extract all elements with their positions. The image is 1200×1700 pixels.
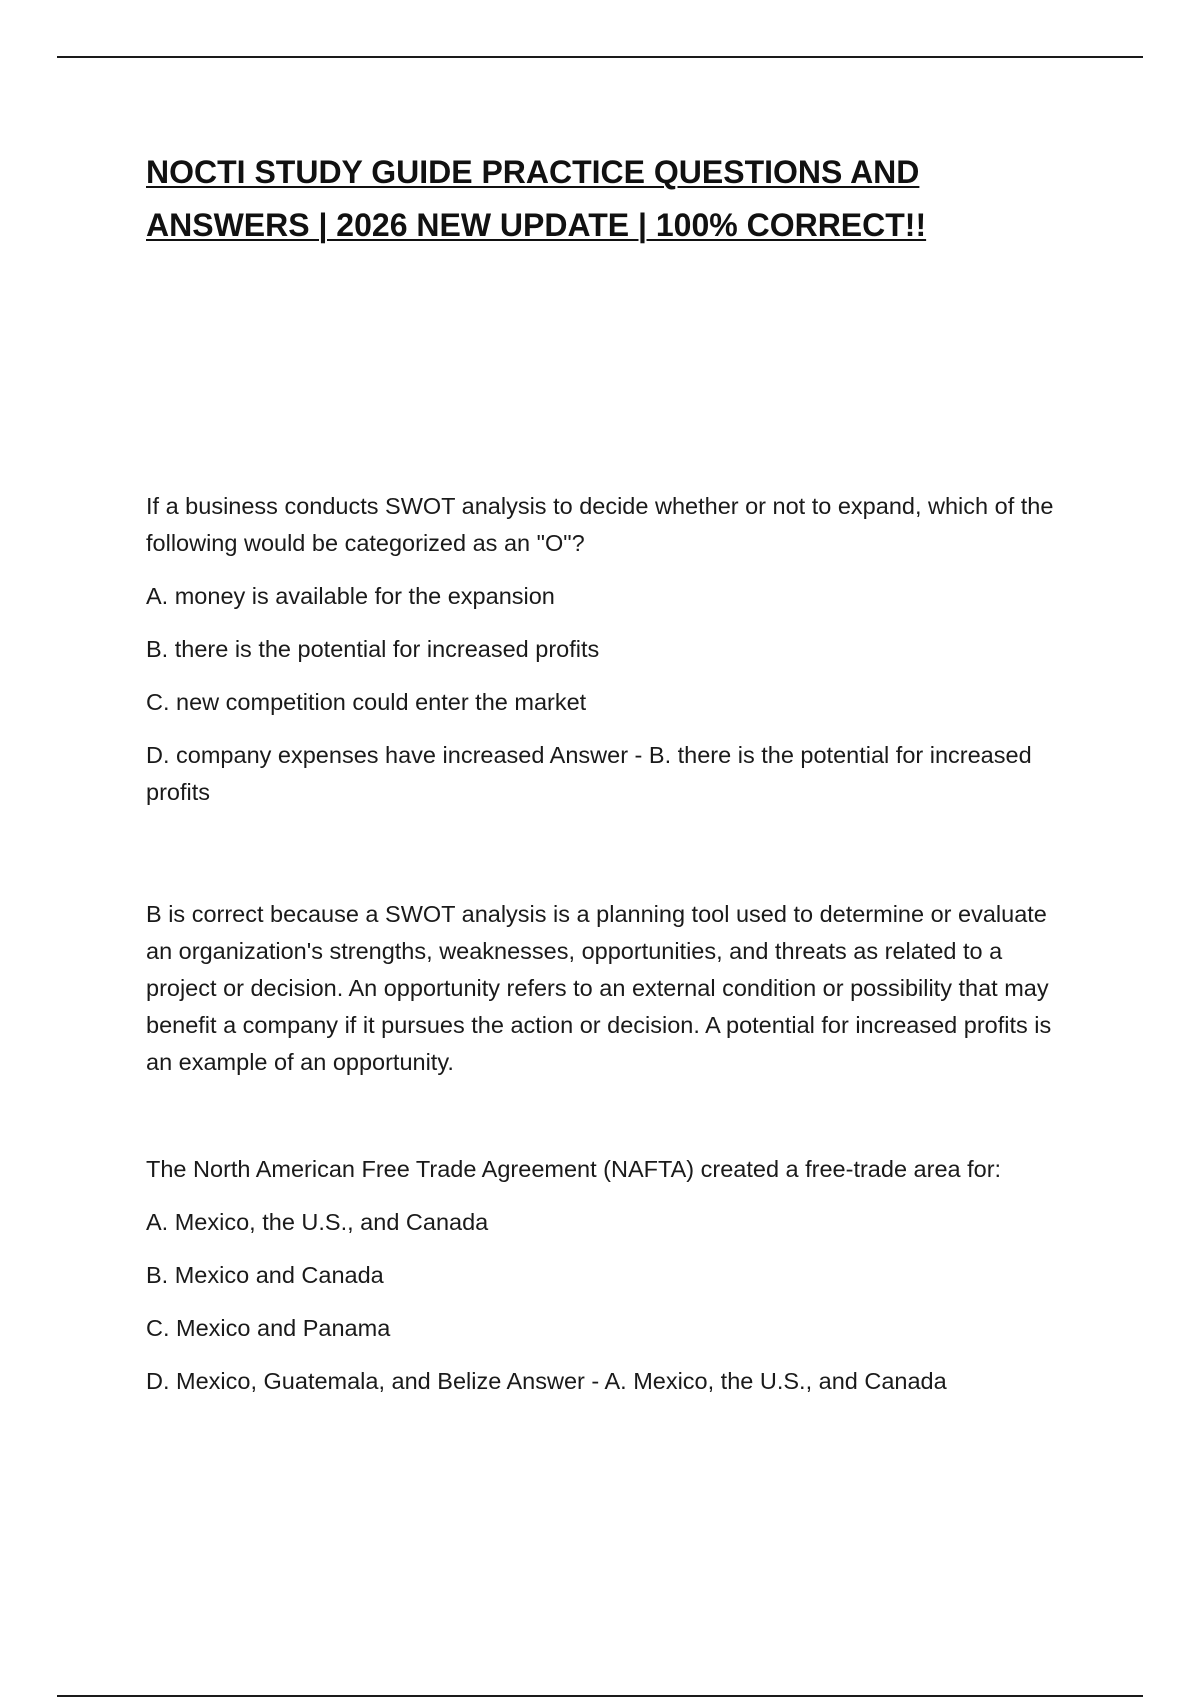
top-divider [57,56,1143,58]
document-body [146,146,1076,1400]
question-2-option-d-answer: D. Mexico, Guatemala, and Belize Answer - A. Mexico, the U.S., and Canada [146,1368,947,1394]
question-2-option-c: C. Mexico and Panama [146,1315,391,1341]
question-2 [146,1151,1076,1400]
question-1-text: If a business conducts SWOT analysis to decide whether or not to expand, which of the following would be categorized as an "O"? [146,493,1054,556]
question-1-option-a: A. money is available for the expansion [146,583,555,609]
question-1-option-b: B. there is the potential for increased profits [146,636,600,662]
question-1-option-c: C. new competition could enter the market [146,689,587,715]
question-1-explanation: B is correct because a SWOT analysis is a planning tool used to determine or evaluate an organization's strengths, weaknesses, opportunities, and threats as related to a project or decision. An opportunity refers to an external condition or possibility that may benefit a company if it pursues the action or decision. A potential for increased profits is an example of an opportunity. [146,901,1052,1075]
document-title: NOCTI STUDY GUIDE PRACTICE QUESTIONS AND ANSWERS | 2026 NEW UPDATE | 100% CORRECT!! [146,154,927,243]
question-1 [146,488,1076,811]
question-2-option-a: A. Mexico, the U.S., and Canada [146,1209,489,1235]
question-2-text: The North American Free Trade Agreement (NAFTA) created a free-trade area for: [146,1156,1002,1182]
question-1-explanation-block [146,896,1076,1081]
bottom-divider [57,1695,1143,1697]
question-1-option-d-answer: D. company expenses have increased Answer - B. there is the potential for increased profits [146,742,1032,805]
question-2-option-b: B. Mexico and Canada [146,1262,384,1288]
